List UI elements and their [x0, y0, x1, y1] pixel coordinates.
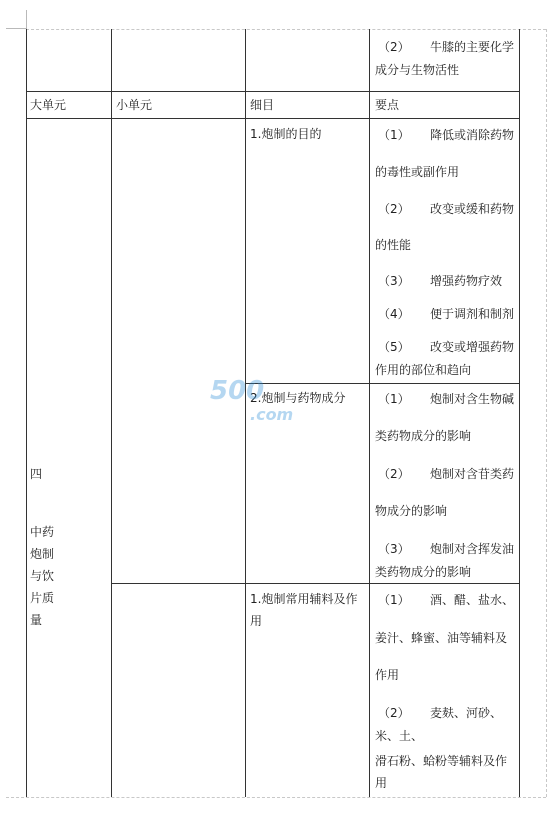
table-line-subunit-split: [111, 583, 520, 584]
unit-name-line: 中药: [30, 525, 55, 539]
unit-name-line: 与饮: [30, 569, 55, 583]
point-line: [378, 338, 514, 355]
point-text: 便于调剂和制剂: [430, 307, 515, 321]
unit-number: 四: [30, 467, 43, 481]
point-text: 降低或消除药物: [430, 128, 515, 142]
point-line: [375, 666, 399, 683]
unit-name-line: 片质: [30, 591, 55, 605]
point-line: [375, 774, 387, 791]
header-major-unit: 大单元: [30, 98, 67, 112]
detail-purpose: 1.炮制的目的: [250, 127, 322, 141]
point-text: 姜汁、蜂蜜、油等辅料及: [375, 631, 508, 645]
point-line: [375, 236, 411, 253]
watermark-logo: [210, 376, 294, 424]
point-number: （5）: [378, 340, 410, 354]
point-line: [378, 540, 514, 557]
point-line: [378, 305, 514, 322]
point-number: （2）: [378, 40, 410, 54]
point-line: [375, 563, 471, 580]
margin-dash-right: [546, 29, 547, 797]
point-line: [375, 752, 507, 769]
table-line-row-header-top: [26, 91, 520, 92]
point-number: （1）: [378, 593, 410, 607]
header-minor-unit: 小单元: [116, 98, 153, 112]
table-line-row-header-bottom: [26, 118, 520, 119]
point-text: 牛膝的主要化学: [430, 40, 515, 54]
point-text: 炮制对含挥发油: [430, 542, 515, 556]
watermark-digits: 00: [228, 376, 265, 406]
point-text: 的性能: [375, 238, 412, 252]
margin-dash-bottom: [6, 797, 546, 798]
point-text: 米、土、: [375, 729, 424, 743]
point-text: 类药物成分的影响: [375, 429, 472, 443]
point-line: [378, 390, 514, 407]
point-text: 炮制对含生物碱: [430, 392, 515, 406]
point-text: 麦麸、河砂、: [430, 706, 503, 720]
point-number: （1）: [378, 392, 410, 406]
point-text: 酒、醋、盐水、: [430, 593, 515, 607]
point-text: 改变或增强药物: [430, 340, 515, 354]
point-line: [378, 200, 514, 217]
point-line: [375, 727, 423, 744]
point-line: [378, 126, 514, 143]
point-line: [378, 591, 514, 608]
header-detail: 细目: [250, 98, 275, 112]
unit-name-line: 炮制: [30, 547, 55, 561]
watermark-digit: 5: [210, 376, 229, 406]
point-text: 的毒性或副作用: [375, 165, 460, 179]
table-line-col-1: [111, 29, 112, 797]
point-number: （3）: [378, 274, 410, 288]
margin-guide-vertical: [26, 10, 27, 30]
point-text: 作用: [375, 668, 400, 682]
margin-guide-horizontal: [6, 28, 26, 29]
point-line: [375, 361, 471, 378]
point-text: 成分与生物活性: [375, 63, 460, 77]
unit-name-line: 量: [30, 613, 43, 627]
point-text: 改变或缓和药物: [430, 202, 515, 216]
point-line: [378, 272, 502, 289]
point-text: 物成分的影响: [375, 504, 448, 518]
top-fragment-line2: [375, 61, 459, 78]
point-text: 类药物成分的影响: [375, 565, 472, 579]
watermark-domain: .com: [250, 405, 294, 424]
point-text: 滑石粉、蛤粉等辅料及作: [375, 754, 508, 768]
point-line: [378, 465, 514, 482]
table-line-detail-split-1: [245, 383, 520, 384]
table-line-col-2: [245, 29, 246, 797]
point-text: 用: [375, 776, 388, 790]
point-number: （2）: [378, 202, 410, 216]
point-line: [378, 704, 502, 721]
point-line: [375, 163, 459, 180]
point-number: （2）: [378, 467, 410, 481]
point-number: （2）: [378, 706, 410, 720]
point-number: （3）: [378, 542, 410, 556]
top-fragment-line1: [378, 38, 514, 55]
point-line: [375, 427, 471, 444]
point-number: （1）: [378, 128, 410, 142]
point-text: 增强药物疗效: [430, 274, 503, 288]
table-line-col-left: [26, 29, 27, 797]
point-line: [375, 629, 507, 646]
detail-auxiliary: 用: [250, 614, 263, 628]
detail-components: 2.炮制与药物成分: [250, 391, 346, 405]
table-line-col-3: [369, 29, 370, 797]
detail-auxiliary: 1.炮制常用辅料及作: [250, 592, 358, 606]
point-text: 作用的部位和趋向: [375, 363, 472, 377]
point-text: 炮制对含苷类药: [430, 467, 515, 481]
margin-dash-top: [26, 29, 546, 30]
header-key-points: 要点: [375, 98, 400, 112]
point-number: （4）: [378, 307, 410, 321]
point-line: [375, 502, 447, 519]
table-line-col-right: [519, 29, 520, 797]
